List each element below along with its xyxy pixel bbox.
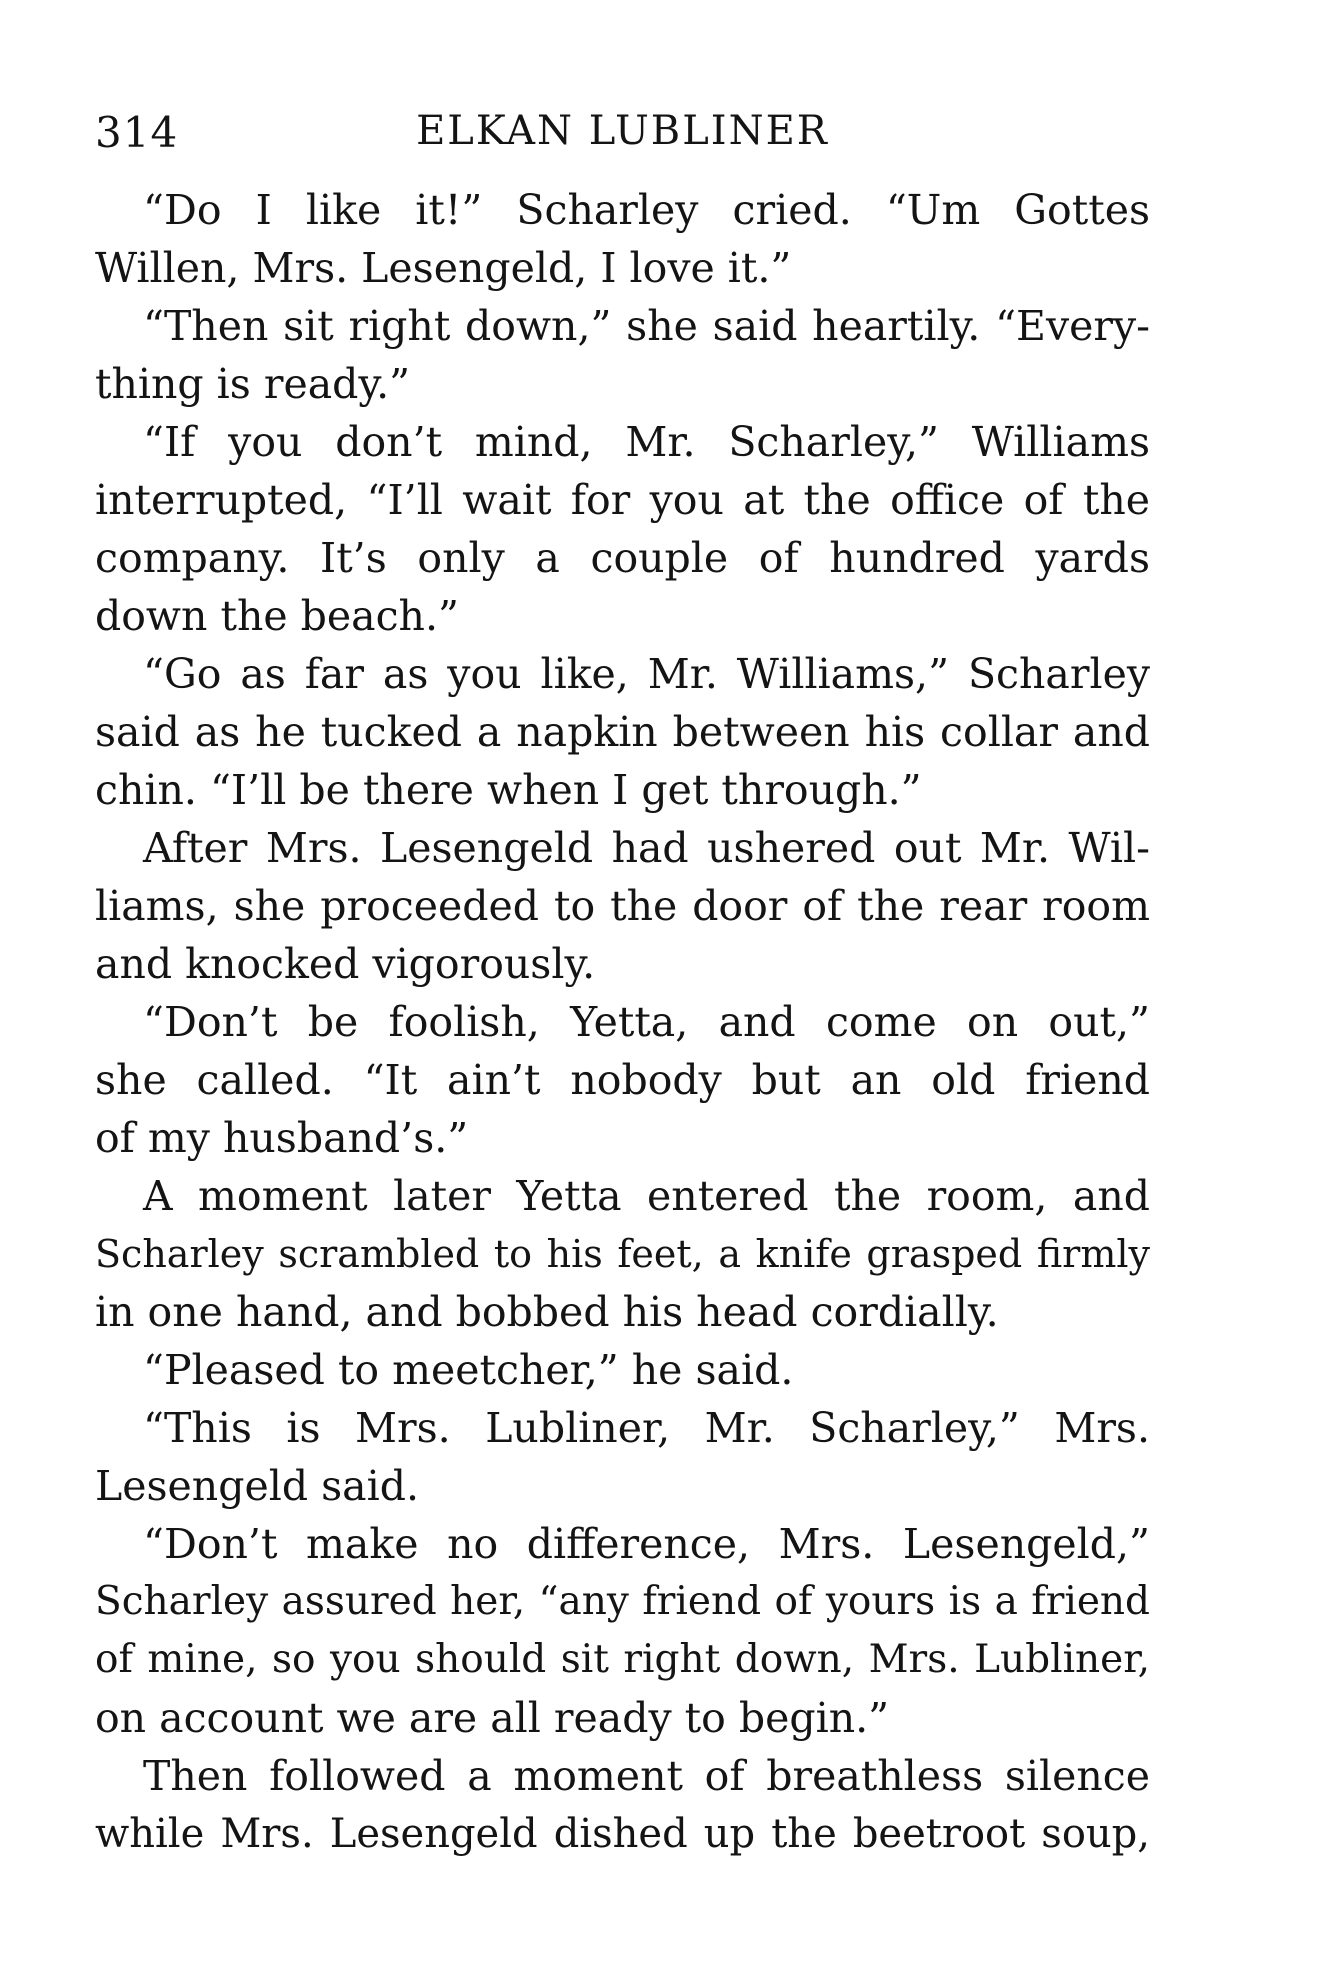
text-line: Lesengeld said. [95,1462,419,1510]
text-line: After Mrs. Lesengeld had ushered out Mr. Wil- [143,824,1150,872]
text-line: “Go as far as you like, Mr. Williams,” Scharley [143,650,1150,698]
text-line: while Mrs. Lesengeld dished up the beetroot soup, [95,1811,1150,1857]
text-line: said as he tucked a napkin between his collar and [95,708,1150,756]
text-line: on account we are all ready to begin.” [95,1694,890,1742]
text-line: and knocked vigorously. [95,940,596,988]
text-line: company. It’s only a couple of hundred yards [95,534,1150,582]
running-head: ELKAN LUBLINER [416,108,829,154]
text-line: “Don’t be foolish, Yetta, and come on out,” [143,998,1150,1046]
text-line: Scharley scrambled to his feet, a knife grasped firmly [95,1232,1150,1276]
text-line: Willen, Mrs. Lesengeld, I love it.” [95,244,792,292]
text-line: “This is Mrs. Lubliner, Mr. Scharley,” Mrs. [143,1404,1150,1452]
text-line: “Pleased to meetcher,” he said. [143,1346,794,1394]
text-line: of mine, so you should sit right down, Mrs. Lubliner, [95,1637,1150,1682]
text-line: “Do I like it!” Scharley cried. “Um Gottes [143,186,1150,234]
text-line: Then followed a moment of breathless silence [143,1752,1150,1800]
text-line: Scharley assured her, “any friend of yours is a friend [95,1579,1150,1624]
page-number: 314 [95,108,179,157]
text-line: “If you don’t mind, Mr. Scharley,” Williams [143,418,1150,466]
text-line: down the beach.” [95,592,459,640]
text-line: “Then sit right down,” she said heartily. “Every- [143,302,1150,350]
text-line: interrupted, “I’ll wait for you at the office of the [95,476,1150,524]
text-line: chin. “I’ll be there when I get through.” [95,766,922,814]
text-line: liams, she proceeded to the door of the rear room [95,882,1150,930]
text-line: of my husband’s.” [95,1114,469,1162]
text-line: thing is ready.” [95,360,411,408]
text-line: she called. “It ain’t nobody but an old friend [95,1056,1150,1104]
text-line: “Don’t make no difference, Mrs. Lesengeld,” [143,1520,1150,1568]
text-line: A moment later Yetta entered the room, and [143,1172,1150,1220]
body-text [95,181,1150,1863]
text-line: in one hand, and bobbed his head cordially. [95,1288,999,1336]
page-header [95,108,1150,168]
